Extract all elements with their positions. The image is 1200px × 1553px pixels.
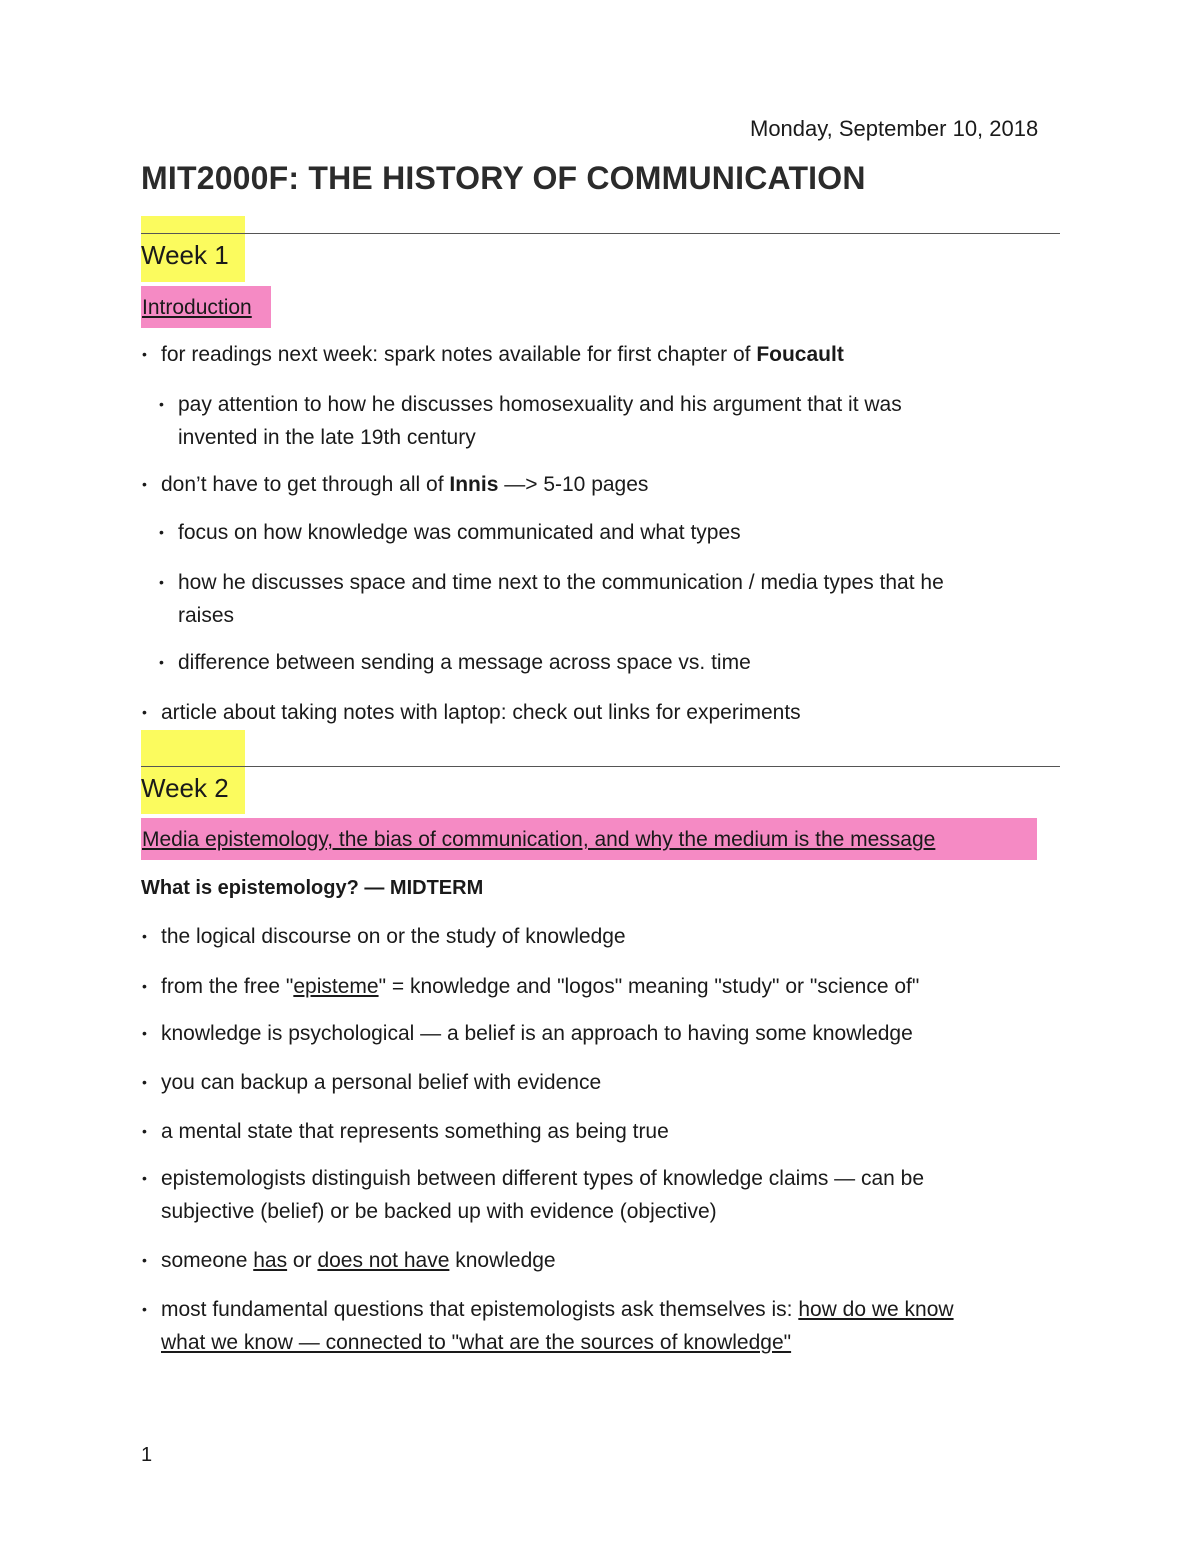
list-item: • knowledge is psychological — a belief is an approach to having some knowledge: [161, 1017, 913, 1050]
week1-topic: [141, 286, 271, 328]
week2-topic: [141, 818, 1037, 860]
section-divider: [141, 766, 1060, 767]
week1-topic-text: Introduction: [142, 296, 252, 319]
list-item: • pay attention to how he discusses homosexuality and his argument that it was invented in the late 19th century: [178, 388, 902, 454]
note-date: Monday, September 10, 2018: [750, 116, 1039, 141]
subheading: What is epistemology? — MIDTERM: [141, 877, 484, 899]
page-number: 1: [141, 1444, 153, 1466]
list-item: • a mental state that represents something as being true: [161, 1115, 669, 1148]
list-item: • most fundamental questions that epistemologists ask themselves is: how do we know what we know — connected to "what are the sources of knowledge": [161, 1293, 954, 1359]
list-item: • epistemologists distinguish between different types of knowledge claims — can be subjective (belief) or be backed up with evidence (objective): [161, 1162, 924, 1228]
week2-topic-text: Media epistemology, the bias of communication, and why the medium is the message: [142, 828, 936, 851]
list-item: • for readings next week: spark notes available for first chapter of Foucault: [161, 338, 844, 371]
list-item: • you can backup a personal belief with evidence: [161, 1066, 601, 1099]
list-item: • someone has or does not have knowledge: [161, 1244, 556, 1277]
list-item: • from the free "episteme" = knowledge and "logos" meaning "study" or "science of": [161, 970, 919, 1003]
week1-heading: Week 1: [141, 240, 229, 270]
week2-heading: Week 2: [141, 773, 229, 803]
list-item: • difference between sending a message across space vs. time: [178, 646, 751, 679]
author-foucault: Foucault: [756, 343, 844, 366]
list-item: • how he discusses space and time next to the communication / media types that he raises: [178, 566, 944, 632]
author-innis: Innis: [449, 473, 499, 496]
section-divider: [141, 233, 1060, 234]
list-item: • the logical discourse on or the study of knowledge: [161, 920, 626, 953]
page-title: MIT2000F: THE HISTORY OF COMMUNICATION: [141, 160, 866, 196]
list-item: • focus on how knowledge was communicated and what types: [178, 516, 741, 549]
list-item: • article about taking notes with laptop: check out links for experiments: [161, 696, 801, 729]
list-item: • don’t have to get through all of Innis —> 5-10 pages: [161, 468, 648, 501]
